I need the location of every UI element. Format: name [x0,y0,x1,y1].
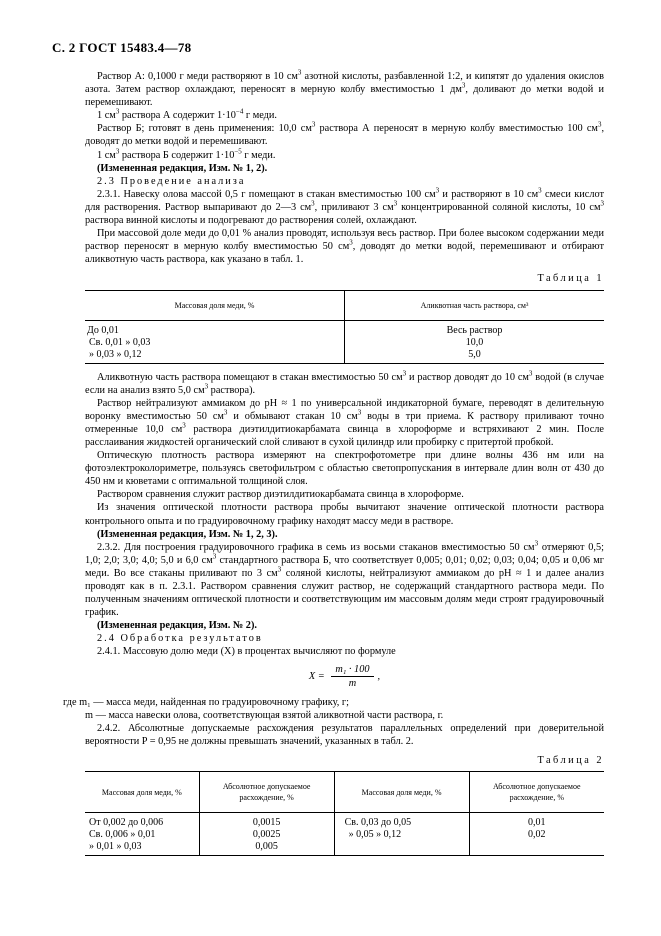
paragraph-solution-b-content: 1 $см^3$ раствора Б содержит $1\cdot 10^{-5}$ г меди. [97,147,276,161]
paragraph-aliquot: Аликвотную часть раствора помещают в стакан вместимостью 50 $см^3$ и раствор доводят до 10 $см^3$ водой (в случае если на анализ взято 5,0 $см^3$ раствора). [85,369,605,396]
table-row: Св. 0,01 » 0,03 10,0 [85,337,604,349]
section-2-4-title: 2.4 Обработка результатов [97,633,263,645]
table-2 [85,771,604,856]
edit-note-2: (Измененная редакция, Изм. № 1, 2, 3). [97,528,278,540]
table-2-header: Массовая доля меди, % [85,772,199,813]
edit-note-3: (Измененная редакция, Изм. № 2). [97,620,257,632]
formula-lhs: X = [308,670,325,682]
paragraph-solution-a-content: 1 $см^3$ раствора А содержит $1\cdot 10^{-4}$ г меди. [97,107,277,122]
paragraph-solution-b: Раствор Б; готовят в день применения: 10,0 $см^3$ раствора А переносят в мерную колбу вместимостью 100 $см^3$, доводят до метки водой и перемешивают. [85,120,605,148]
document-body [63,68,605,856]
formula-fraction [331,663,373,690]
where-m: m — масса навески олова, соответствующая взятой аликвотной части раствора, г. [85,709,444,721]
paragraph-subtract: Из значения оптической плотности раствора пробы вычитают значение оптической плотности раствора контрольного опыта и по градуировочному графику находят массу меди в растворе. [85,502,604,527]
paragraph-2-3-1: 2.3.1. Навеску олова массой 0,5 г помещают в стакан вместимостью 100 $см^3$ и растворяют в 10 $см^3$ смеси кислот для растворения. Раствор выпаривают до 2—3 $см^3$, приливают 3 $см^3$ концентрированной соляной кислоты, 10 $см^3$ раствора винной кислоты и подогревают до растворения солей, охлаждают. [85,186,605,227]
table-1-header: Массовая доля меди, % [85,290,345,320]
table-row: До 0,01 Весь раствор [85,320,604,337]
table-1-header: Аликвотная часть раствора, см³ [345,290,605,320]
formula-denominator: m [348,677,357,689]
table-2-header: Абсолютное допускаемое расхождение, % [199,772,334,813]
table-2-header: Массовая доля меди, % [334,772,469,813]
table-2-header: Абсолютное допускаемое расхождение, % [469,772,604,813]
table-row: » 0,01 » 0,03 0,005 [85,841,604,856]
formula-numerator: m₁ · 100 [331,663,373,677]
paragraph-2-3-2: 2.3.2. Для построения градуировочного графика в семь из восьми стаканов вместимостью 50 $см^3$ отмеряют 0,5; 1,0; 2,0; 3,0; 4,0; 5,0 и 6,0 $см^3$ стандартного раствора Б, что соответствует 0,005; 0,01; 0,02; 0,03; 0,04; 0,05 и 0,06 мг меди. Во все стаканы приливают по 3 $см^3$ соляной кислоты, нейтрализуют аммиаком до pH ≈ 1 и далее анализ проводят как в п. 2.3.1. Раствором сравнения служит раствор, не содержащий стандартного раствора меди. По полученным значениям оптической плотности и соответствующим им массовым долям меди строят градуировочный график. [85,539,605,619]
paragraph-neutralize: Раствор нейтрализуют аммиаком до pH ≈ 1 по универсальной индикаторной бумаге, переводят в делительную воронку вместимостью 50 $см^3$ и обмывают стакан 10 $см^3$ воды в три приема. К раствору приливают точно отмеренные 10,0 $см^3$ раствора диэтилдитиокарбамата свинца в хлороформе и встряхивают 2 мин. После расслаивания жидкостей органический слой сливают в сухой цилиндр или пробирку с притертой пробкой. [85,397,604,448]
where-m1: где m₁ — масса меди, найденная по градуировочному графику, г; [63,696,349,708]
table-2-caption: Таблица 2 [537,755,604,767]
paragraph-reference-solution: Раствором сравнения служит раствор диэтилдитиокарбамата свинца в хлороформе. [97,489,464,501]
paragraph-solution-a: Раствор А: 0,1000 г меди растворяют в 10 $см^3$ азотной кислоты, разбавленной 1:2, и кипятят до удаления окислов азота. Затем раствор охлаждают, переносят в мерную колбу вместимостью 1 $дм^3$, доливают до метки водой и перемешивают. [85,68,604,109]
table-1-caption: Таблица 1 [537,273,604,285]
paragraph-copper-fraction: При массовой доле меди до 0,01 % анализ проводят, используя весь раствор. При более высоком содержании меди раствор переносят в мерную колбу вместимостью 50 $см^3$, доводят до метки водой, перемешивают и отбирают аликвотную часть раствора, как указано в табл. 1. [85,228,604,266]
section-2-3-title: 2.3 Проведение анализа [97,175,246,187]
table-row: Св. 0,006 » 0,01 0,0025 » 0,05 » 0,12 0,02 [85,829,604,841]
paragraph-optical-density: Оптическую плотность раствора измеряют на спектрофотометре при длине волны 436 нм или на фотоэлектроколориметре, пользуясь светофильтром с областью светопропускания в интервале длин волн от 430 до 450 нм и кюветами с оптимальной толщиной слоя. [85,450,604,488]
paragraph-2-4-2: 2.4.2. Абсолютные допускаемые расхождения результатов параллельных определений при доверительной вероятности P = 0,95 не должны превышать значений, указанных в табл. 2. [85,722,604,748]
table-row: » 0,03 » 0,12 5,0 [85,349,604,364]
formula: X = $\frac{\text{m₁ · 100}}{m}$ , [308,663,381,689]
table-row: От 0,002 до 0,006 0,0015 Св. 0,03 до 0,05 0,01 [85,813,604,830]
edit-note-1: (Измененная редакция, Изм. № 1, 2). [97,162,268,174]
paragraph-2-4-1: 2.4.1. Массовую долю меди (X) в процентах вычисляют по формуле [97,646,396,658]
table-1 [85,290,604,364]
page-header: С. 2 ГОСТ 15483.4—78 [52,40,192,55]
